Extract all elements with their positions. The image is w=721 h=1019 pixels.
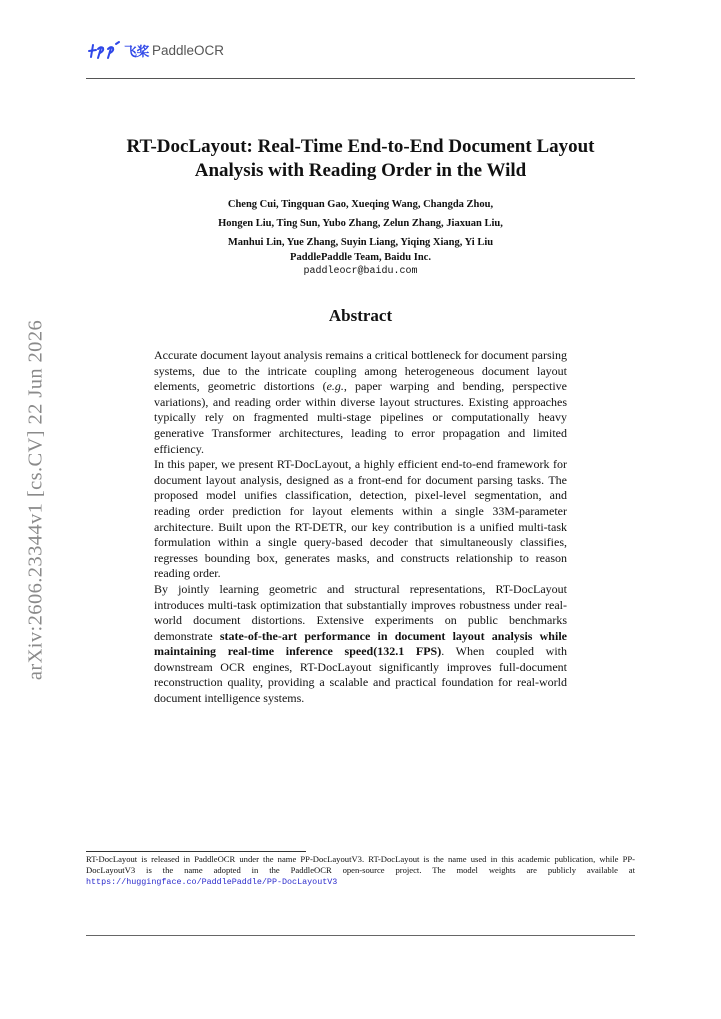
- abstract-text: In this paper, we present RT-DocLayout, a highly efficient end-to-end framework for document layout analysis, designed as a front-end for document parsing tasks. The proposed model unifies classification, detection, pixel-level segmentation, and reading order prediction for layout elements within a single 33M-parameter architecture. Built upon the RT-DETR, our key contribution is a unified multi-task formulation within a single query-based decoder that simultaneously classifies, regresses bounding box, generates masks, and constructs relationship to reason reading order.: [154, 457, 567, 581]
- footnote-divider: [86, 851, 306, 852]
- arxiv-identifier: arXiv:2606.23344v1 [cs.CV] 22 Jun 2026: [24, 319, 47, 681]
- abstract-text: . When coupled with downstream OCR engines, RT-DocLayout significantly improves full-document reconstruction quality, providing a scalable and practical foundation for real-world document intelligence systems.: [154, 644, 567, 706]
- authors-line-1: Cheng Cui, Tingquan Gao, Xueqing Wang, Changda Zhou,: [227, 199, 494, 210]
- model-weights-link[interactable]: https://huggingface.co/PaddlePaddle/PP-DocLayoutV3: [86, 877, 338, 887]
- authors-line-2: Hongen Liu, Ting Sun, Yubo Zhang, Zelun Zhang, Jiaxuan Liu,: [218, 218, 503, 229]
- footnote-text: RT-DocLayout is released in PaddleOCR under the name PP-DocLayoutV3. RT-DocLayout is the name used in this academic publication, while PP-DocLayoutV3 is the name adopted in the PaddleOCR open-source project. The model weights are publicly available at: [86, 854, 635, 875]
- abstract-text: By jointly learning geometric and structural representations, RT-DocLayout introduces multi-task optimization that substantially improves robustness under real-world document distortions. Extensive experiments on public benchmarks demonstrate: [154, 581, 567, 643]
- title-line-2: Analysis with Reading Order in the Wild: [194, 160, 527, 181]
- footer-divider: [86, 935, 635, 936]
- author-list: [86, 195, 635, 252]
- abstract-highlight: state-of-the-art performance in document layout analysis while maintaining real-time inference speed(132.1 FPS): [154, 628, 567, 659]
- title-line-1: RT-DocLayout: Real-Time End-to-End Document Layout: [126, 136, 595, 157]
- logo-english-text: PaddleOCR: [152, 42, 225, 58]
- abstract-paragraph: [154, 348, 567, 457]
- authors-line-3: Manhui Lin, Yue Zhang, Suyin Liang, Yiqing Xiang, Yi Liu: [227, 237, 494, 248]
- paddle-logo-icon: [86, 40, 122, 60]
- page-header: [86, 38, 224, 62]
- paper-title: [86, 135, 635, 183]
- abstract-body: [154, 348, 567, 707]
- abstract-text: Accurate document layout analysis remains a critical bottleneck for document parsing systems, due to the intricate coupling among heterogeneous document layout elements, geometric distortions (: [154, 348, 567, 394]
- abstract-eg: e.g.: [326, 379, 344, 394]
- abstract-paragraph: [154, 457, 567, 582]
- contact-email[interactable]: paddleocr@baidu.com: [303, 266, 418, 277]
- abstract-heading: Abstract: [328, 306, 393, 325]
- abstract-text: , paper warping and bending, perspective variations), and reading order within diverse layout structures. Existing approaches typically rely on fragmented multi-stage pipelines or computationally heavy generative Transformer architectures, leading to error propagation and limited efficiency.: [154, 379, 567, 456]
- abstract-paragraph: [154, 582, 567, 707]
- header-divider: [86, 78, 635, 79]
- footnote: [86, 854, 635, 888]
- logo-chinese-text: 飞桨: [124, 44, 150, 60]
- affiliation: PaddlePaddle Team, Baidu Inc.: [290, 252, 431, 263]
